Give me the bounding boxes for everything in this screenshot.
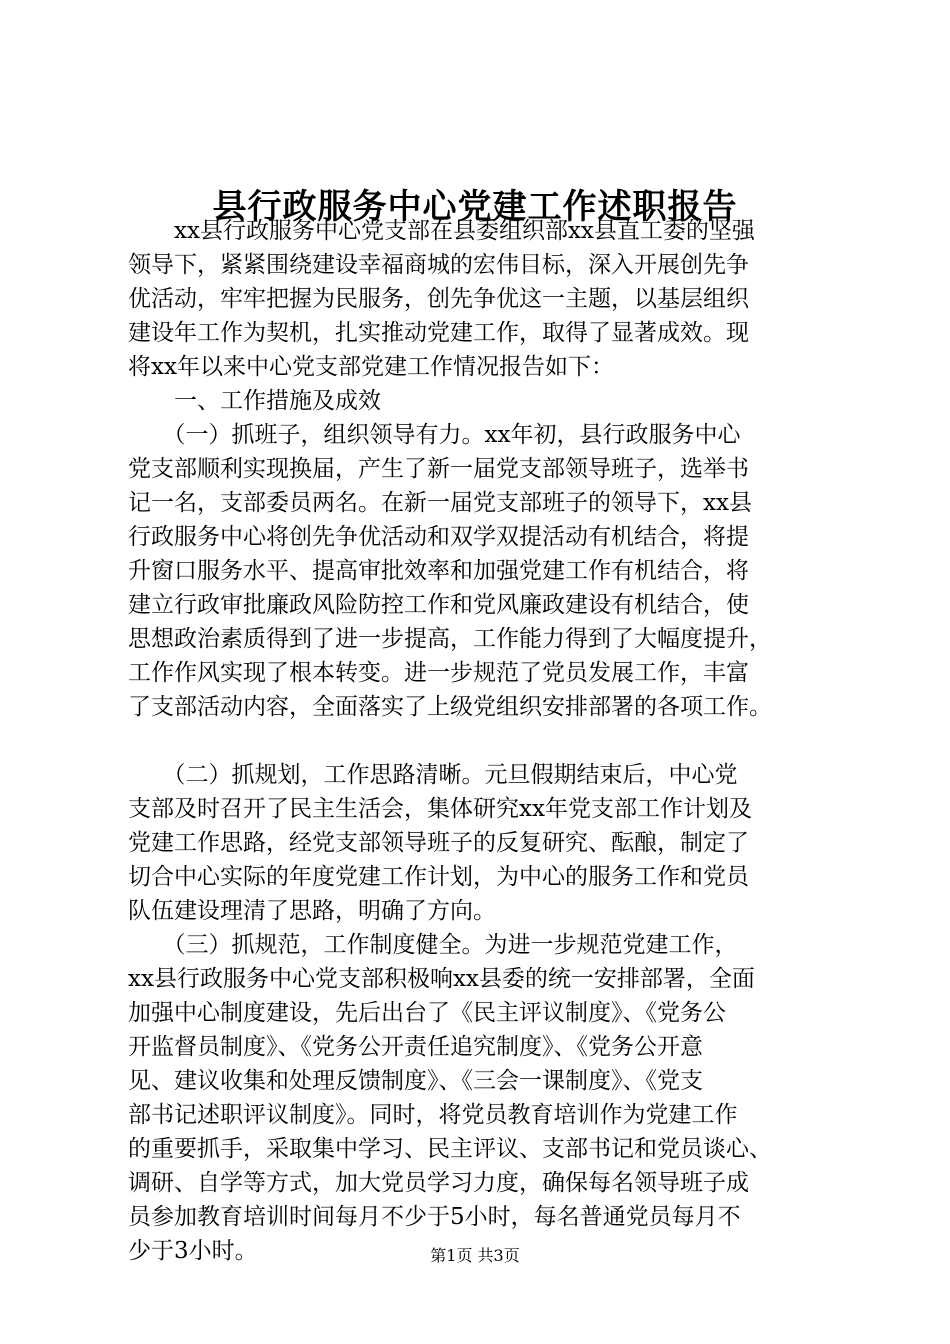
text-line: xx县行政服务中心党支部在县委组织部xx县直工委的坚强 [128,218,755,244]
text-line: xx县行政服务中心党支部积极响xx县委的统一安排部署，全面 [128,966,755,992]
document-body [128,214,840,1268]
text-line: 党支部顺利实现换届，产生了新一届党支部领导班子，选举书 [128,456,749,482]
text-line: 员参加教育培训时间每月不少于5小时，每名普通党员每月不 [128,1204,741,1230]
text-line: 开监督员制度》、《党务公开责任追究制度》、《党务公开意 [128,1034,703,1060]
text-line: 加强中心制度建设，先后出台了《民主评议制度》、《党务公 [128,1000,726,1026]
text-line: 切合中心实际的年度党建工作计划，为中心的服务工作和党员 [128,864,749,890]
text-line: 队伍建设理清了思路，明确了方向。 [128,898,496,924]
text-line: （三）抓规范，工作制度健全。为进一步规范党建工作， [128,932,738,958]
text-line: 调研、自学等方式，加大党员学习力度，确保每名领导班子成 [128,1170,749,1196]
text-line: 思想政治素质得到了进一步提高，工作能力得到了大幅度提升， [128,626,772,652]
text-line: 优活动，牢牢把握为民服务，创先争优这一主题，以基层组织 [128,286,749,312]
text-line: 升窗口服务水平、提高审批效率和加强党建工作有机结合，将 [128,558,749,584]
text-line: 部书记述职评议制度》。同时，将党员教育培训作为党建工作 [128,1102,738,1128]
text-line: 的重要抓手，采取集中学习、民主评议、支部书记和党员谈心、 [128,1136,772,1162]
text-line: 领导下，紧紧围绕建设幸福商城的宏伟目标，深入开展创先争 [128,252,749,278]
document-title: 县行政服务中心党建工作述职报告 [212,187,738,227]
text-line: 党建工作思路，经党支部领导班子的反复研究、酝酿，制定了 [128,830,749,856]
text-line: 记一名，支部委员两名。在新一届党支部班子的领导下，xx县 [128,490,752,516]
text-line: 支部及时召开了民主生活会，集体研究xx年党支部工作计划及 [128,796,752,822]
blank-line [128,724,840,758]
text-line: 将xx年以来中心党支部党建工作情况报告如下： [128,354,614,380]
page-footer: 第1页 共3页 [430,1246,520,1265]
text-line: （二）抓规划，工作思路清晰。元旦假期结束后，中心党 [128,762,738,788]
section-heading: 一、工作措施及成效 [128,388,381,414]
text-line: 工作作风实现了根本转变。进一步规范了党员发展工作，丰富 [128,660,749,686]
text-line: （一）抓班子，组织领导有力。xx年初，县行政服务中心 [128,422,741,448]
text-line: 建设年工作为契机，扎实推动党建工作，取得了显著成效。现 [128,320,749,346]
text-line: 少于3小时。 [128,1238,258,1264]
text-line: 了支部活动内容，全面落实了上级党组织安排部署的各项工作。 [128,694,772,720]
text-line: 行政服务中心将创先争优活动和双学双提活动有机结合，将提 [128,524,749,550]
text-line: 见、建议收集和处理反馈制度》、《三会一课制度》、《党支 [128,1068,703,1094]
text-line: 建立行政审批廉政风险防控工作和党风廉政建设有机结合，使 [128,592,749,618]
